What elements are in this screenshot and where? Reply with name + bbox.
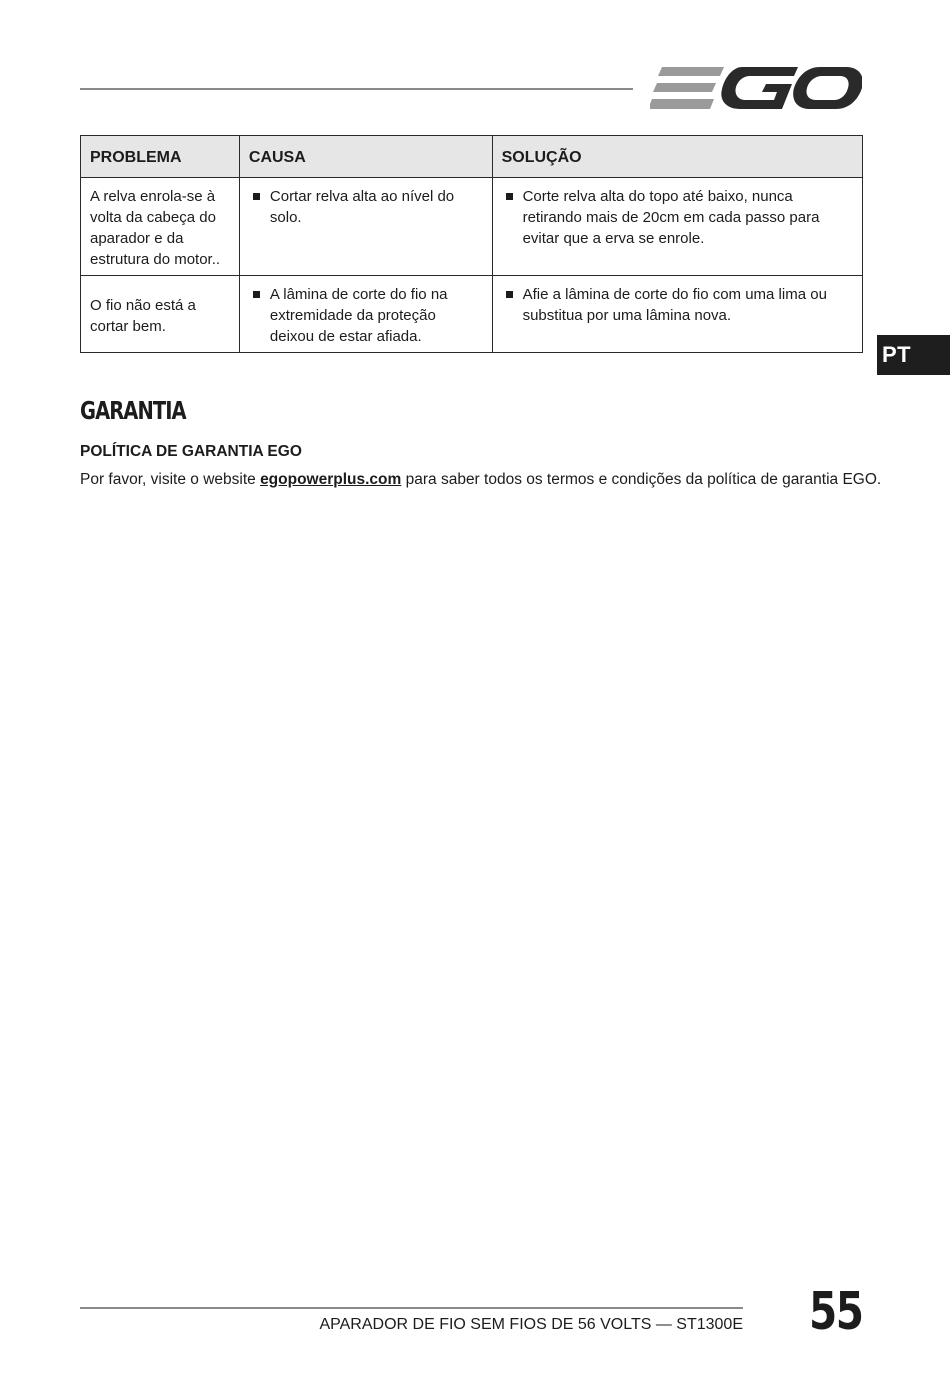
header-cause: CAUSA	[239, 136, 492, 178]
ego-logo-graphic	[650, 63, 862, 113]
footer-product-title: APARADOR DE FIO SEM FIOS DE 56 VOLTS — ST1300E	[319, 1316, 743, 1333]
cause-text: Cortar relva alta ao nível do solo.	[269, 188, 455, 226]
solution-cell	[492, 178, 862, 276]
cause-bullet	[249, 284, 483, 347]
solution-cell	[492, 276, 862, 353]
warranty-text	[80, 471, 881, 489]
logo-e-bar-middle	[653, 83, 716, 92]
header-rule	[80, 88, 633, 90]
bullet-square-icon	[253, 193, 260, 200]
solution-text: Afie a lâmina de corte do fio com uma lima ou substitua por uma lâmina nova.	[522, 286, 827, 324]
warranty-website-link[interactable]: egopowerplus.com	[260, 471, 402, 488]
language-tab-pt: PT	[877, 335, 950, 375]
problem-cell: O fio não está a cortar bem.	[81, 276, 240, 353]
table-row	[81, 178, 863, 276]
bullet-square-icon	[253, 291, 260, 298]
logo-o-letter	[793, 67, 862, 109]
ego-logo	[650, 63, 862, 113]
solution-bullet	[502, 186, 853, 249]
logo-g-letter	[721, 67, 798, 109]
solution-bullet	[502, 284, 853, 326]
logo-e-bar-top	[658, 67, 724, 76]
problem-cell: A relva enrola-se à volta da cabeça do aparador e da estrutura do motor..	[81, 178, 240, 276]
cause-cell	[239, 276, 492, 353]
solution-text: Corte relva alta do topo até baixo, nunca retirando mais de 20cm em cada passo para evitar que a erva se enrole.	[522, 188, 820, 247]
page-number: 55	[808, 1282, 862, 1342]
bullet-square-icon	[506, 193, 513, 200]
troubleshooting-table	[80, 135, 863, 353]
warranty-title: GARANTIA	[80, 396, 186, 425]
footer-rule	[80, 1307, 743, 1309]
table-header-row	[81, 136, 863, 178]
table-row	[81, 276, 863, 353]
bullet-square-icon	[506, 291, 513, 298]
cause-cell	[239, 178, 492, 276]
warranty-policy-subtitle: POLÍTICA DE GARANTIA EGO	[80, 443, 302, 460]
logo-e-bar-bottom	[650, 99, 714, 109]
warranty-text-after: para saber todos os termos e condições da política de garantia EGO.	[401, 471, 882, 488]
warranty-text-before: Por favor, visite o website	[80, 471, 261, 488]
header-problem: PROBLEMA	[81, 136, 240, 178]
cause-text: A lâmina de corte do fio na extremidade da proteção deixou de estar afiada.	[269, 286, 448, 345]
header-solution: SOLUÇÃO	[492, 136, 862, 178]
cause-bullet	[249, 186, 483, 228]
